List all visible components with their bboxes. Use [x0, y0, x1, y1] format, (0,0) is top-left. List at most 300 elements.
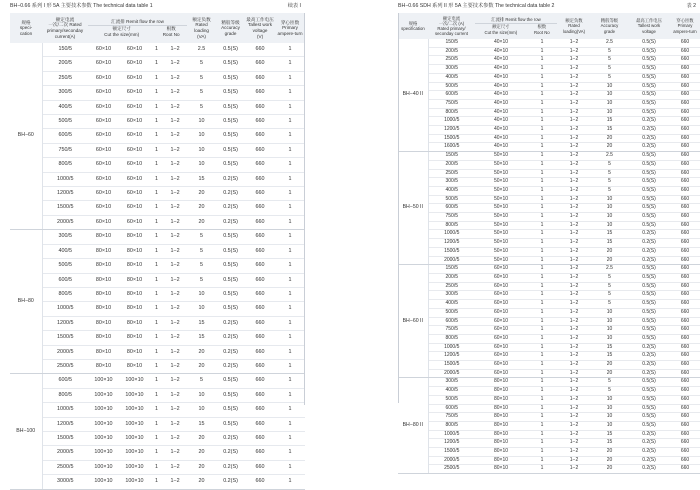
accuracy-cell: 0.5(S): [628, 73, 670, 82]
cut-size-cell: 80×10: [475, 456, 527, 465]
rated-loading-cell: 5: [591, 56, 628, 65]
rated-loading-cell: 15: [591, 343, 628, 352]
rated-loading-cell: 20: [187, 431, 216, 445]
table-row: [398, 99, 700, 108]
primary-current-cell: 2500/5: [42, 359, 88, 373]
cut-size-2-cell: 100×10: [119, 388, 150, 402]
header-line: 穿心匝数: [280, 19, 300, 25]
root-no-cell: 1: [527, 439, 557, 448]
rated-loading-cell: 20: [187, 201, 216, 215]
primary-current-cell: 400/5: [428, 73, 475, 82]
voltage-cell: 660: [670, 152, 700, 161]
range-cell: 1−2: [557, 47, 591, 56]
rated-loading-cell: 20: [591, 361, 628, 370]
accuracy-cell: 0.2(S): [628, 439, 670, 448]
col-header-cut-size: [88, 26, 155, 37]
primary-current-cell: 3000/5: [42, 475, 88, 489]
col-header-spec: [10, 13, 42, 43]
accuracy-cell: 0.5(S): [628, 169, 670, 178]
root-no-cell: 1: [527, 413, 557, 422]
rated-loading-cell: 10: [187, 158, 216, 172]
table-row: [398, 195, 700, 204]
voltage-cell: 660: [670, 404, 700, 413]
col-header-bus-bar: [88, 13, 187, 43]
root-no-cell: 1: [150, 302, 163, 316]
voltage-cell: 660: [245, 460, 275, 474]
table-row: [10, 187, 305, 201]
root-no-cell: 1: [527, 448, 557, 457]
voltage-cell: 660: [670, 378, 700, 387]
primary-current-cell: 1000/5: [42, 302, 88, 316]
voltage-cell: 660: [670, 308, 700, 317]
table-row: [10, 259, 305, 273]
voltage-cell: 660: [245, 287, 275, 301]
header-line: Primary: [282, 25, 298, 31]
primary-current-cell: 1500/5: [428, 448, 475, 457]
table-row: [398, 160, 700, 169]
range-cell: 1−2: [557, 134, 591, 143]
root-no-cell: 1: [527, 152, 557, 161]
range-cell: 1−2: [557, 369, 591, 378]
ampere-turn-cell: 1: [275, 230, 305, 244]
range-cell: 1−2: [557, 56, 591, 65]
voltage-cell: 660: [245, 172, 275, 186]
voltage-cell: 660: [670, 143, 700, 152]
table-row: [398, 230, 700, 239]
table-row: [10, 100, 305, 114]
rated-loading-cell: 5: [591, 169, 628, 178]
root-no-cell: 1: [527, 239, 557, 248]
table-row: [398, 317, 700, 326]
root-no-cell: 1: [150, 230, 163, 244]
root-no-cell: 1: [527, 421, 557, 430]
accuracy-cell: 0.5(S): [216, 115, 245, 129]
root-no-cell: 1: [150, 359, 163, 373]
col-header-ampere-turn: [275, 13, 305, 43]
root-no-cell: 1: [150, 143, 163, 157]
cut-size-cell: 80×10: [475, 378, 527, 387]
table-row: [10, 417, 305, 431]
range-cell: 1−2: [557, 152, 591, 161]
table-row: [10, 86, 305, 100]
primary-current-cell: 300/5: [428, 291, 475, 300]
voltage-cell: 660: [245, 100, 275, 114]
accuracy-cell: 0.2(S): [628, 456, 670, 465]
primary-current-cell: 500/5: [42, 259, 88, 273]
root-no-cell: 1: [150, 388, 163, 402]
rated-loading-cell: 15: [187, 417, 216, 431]
cut-size-2-cell: 60×10: [119, 86, 150, 100]
range-cell: 1−2: [163, 460, 187, 474]
range-cell: 1−2: [163, 259, 187, 273]
table-row: [398, 117, 700, 126]
voltage-cell: 660: [670, 361, 700, 370]
root-no-cell: 1: [527, 282, 557, 291]
cut-size-2-cell: 60×10: [119, 57, 150, 71]
rated-loading-cell: 10: [591, 326, 628, 335]
range-cell: 1−2: [557, 291, 591, 300]
ampere-turn-cell: 1: [275, 388, 305, 402]
rated-loading-cell: 10: [591, 213, 628, 222]
root-no-cell: 1: [527, 178, 557, 187]
cut-size-cell: 100×10: [88, 374, 119, 388]
table-1-body: [10, 43, 305, 489]
table-1-right-rule: [304, 13, 305, 405]
voltage-cell: 660: [670, 39, 700, 47]
root-no-cell: 1: [150, 158, 163, 172]
range-cell: 1−2: [557, 326, 591, 335]
header-line: 一次/二次 Rated: [48, 22, 82, 28]
ampere-turn-cell: 1: [275, 187, 305, 201]
table-row: [398, 82, 700, 91]
root-no-cell: 1: [150, 71, 163, 85]
range-cell: 1−2: [163, 345, 187, 359]
cut-size-cell: 60×10: [475, 352, 527, 361]
accuracy-cell: 0.5(S): [628, 82, 670, 91]
primary-current-cell: 800/5: [42, 158, 88, 172]
header-line: Rated primary/: [437, 26, 466, 31]
accuracy-cell: 0.5(S): [628, 265, 670, 274]
cut-size-cell: 40×10: [475, 56, 527, 65]
cut-size-cell: 80×10: [475, 395, 527, 404]
rated-loading-cell: 15: [187, 316, 216, 330]
primary-current-cell: 1200/5: [428, 239, 475, 248]
root-no-cell: 1: [527, 465, 557, 474]
root-no-cell: 1: [527, 47, 557, 56]
range-cell: 1−2: [557, 361, 591, 370]
primary-current-cell: 600/5: [428, 317, 475, 326]
cut-size-cell: 40×10: [475, 73, 527, 82]
accuracy-cell: 0.2(S): [216, 359, 245, 373]
accuracy-cell: 0.2(S): [216, 172, 245, 186]
header-line: 额定尺寸: [112, 26, 131, 32]
voltage-cell: 660: [670, 91, 700, 100]
header-line: Cut the size(mm): [104, 31, 140, 37]
voltage-cell: 660: [670, 186, 700, 195]
table-row: [398, 282, 700, 291]
primary-current-cell: 750/5: [42, 143, 88, 157]
primary-current-cell: 150/5: [42, 43, 88, 57]
rated-loading-cell: 5: [591, 291, 628, 300]
voltage-cell: 660: [670, 82, 700, 91]
col-header-spec: [398, 13, 428, 39]
rated-loading-cell: 20: [187, 475, 216, 489]
root-no-cell: 1: [527, 213, 557, 222]
voltage-cell: 660: [245, 259, 275, 273]
rated-loading-cell: 2.5: [591, 152, 628, 161]
cut-size-cell: 60×10: [88, 57, 119, 71]
voltage-cell: 660: [670, 352, 700, 361]
root-no-cell: 1: [527, 265, 557, 274]
range-cell: 1−2: [163, 143, 187, 157]
rated-loading-cell: 20: [187, 215, 216, 229]
accuracy-cell: 0.5(S): [216, 143, 245, 157]
table-row: [398, 169, 700, 178]
table-row: [10, 287, 305, 301]
rated-loading-cell: 10: [187, 403, 216, 417]
header-line: loading: [194, 28, 209, 33]
root-no-cell: 1: [150, 287, 163, 301]
range-cell: 1−2: [557, 221, 591, 230]
voltage-cell: 660: [245, 359, 275, 373]
rated-loading-cell: 20: [591, 247, 628, 256]
ampere-turn-cell: 1: [275, 71, 305, 85]
rated-loading-cell: 20: [591, 465, 628, 474]
cut-size-cell: 80×10: [475, 448, 527, 457]
rated-loading-cell: 2.5: [187, 43, 216, 57]
cut-size-cell: 60×10: [88, 201, 119, 215]
rated-loading-cell: 10: [187, 287, 216, 301]
cut-size-cell: 60×10: [475, 308, 527, 317]
ampere-turn-cell: 1: [275, 359, 305, 373]
root-no-cell: 1: [527, 326, 557, 335]
range-cell: 1−2: [163, 172, 187, 186]
accuracy-cell: 0.2(S): [628, 143, 670, 152]
cut-size-cell: 40×10: [475, 47, 527, 56]
cut-size-2-cell: 100×10: [119, 460, 150, 474]
cut-size-cell: 60×10: [88, 43, 119, 57]
cut-size-cell: 40×10: [475, 108, 527, 117]
primary-current-cell: 300/5: [428, 65, 475, 74]
cut-size-cell: 100×10: [88, 431, 119, 445]
accuracy-cell: 0.5(S): [628, 204, 670, 213]
accuracy-cell: 0.5(S): [216, 417, 245, 431]
primary-current-cell: 2500/5: [428, 465, 475, 474]
accuracy-cell: 0.5(S): [628, 413, 670, 422]
cut-size-cell: 80×10: [88, 302, 119, 316]
accuracy-cell: 0.2(S): [628, 239, 670, 248]
root-no-cell: 1: [527, 169, 557, 178]
header-line: Primary: [677, 23, 693, 29]
range-cell: 1−2: [163, 215, 187, 229]
range-cell: 1−2: [163, 431, 187, 445]
header-line: Cut the size(mm): [484, 29, 518, 35]
cut-size-cell: 60×10: [88, 158, 119, 172]
cut-size-cell: 60×10: [88, 115, 119, 129]
cut-size-cell: 60×10: [88, 129, 119, 143]
header-line: 额定负数: [192, 16, 211, 22]
voltage-cell: 660: [245, 187, 275, 201]
primary-current-cell: 800/5: [428, 334, 475, 343]
spec-cell: BH−80 II: [398, 378, 428, 474]
primary-current-cell: 2000/5: [428, 456, 475, 465]
header-line: 额定电流: [442, 15, 461, 21]
rated-loading-cell: 15: [591, 117, 628, 126]
rated-loading-cell: 5: [187, 374, 216, 388]
header-line: primary/seconday: [46, 28, 84, 33]
root-no-cell: 1: [150, 115, 163, 129]
table-row: [398, 221, 700, 230]
voltage-cell: 660: [245, 302, 275, 316]
range-cell: 1−2: [557, 65, 591, 74]
range-cell: 1−2: [557, 413, 591, 422]
primary-current-cell: 300/5: [42, 230, 88, 244]
accuracy-cell: 0.5(S): [216, 302, 245, 316]
primary-current-cell: 200/5: [428, 47, 475, 56]
range-cell: 1−2: [557, 99, 591, 108]
ampere-turn-cell: 1: [275, 172, 305, 186]
root-no-cell: 1: [527, 300, 557, 309]
voltage-cell: 660: [670, 65, 700, 74]
cut-size-2-cell: 80×10: [119, 287, 150, 301]
cut-size-cell: 50×10: [475, 195, 527, 204]
header-line: Accuracy: [221, 25, 240, 31]
voltage-cell: 660: [670, 204, 700, 213]
voltage-cell: 660: [245, 475, 275, 489]
header-line: loading(VA): [562, 28, 586, 34]
col-header-accuracy: [591, 13, 628, 39]
range-cell: 1−2: [557, 334, 591, 343]
primary-current-cell: 400/5: [428, 186, 475, 195]
primary-current-cell: 1200/5: [428, 126, 475, 135]
ampere-turn-cell: 1: [275, 57, 305, 71]
cut-size-cell: 60×10: [475, 369, 527, 378]
voltage-cell: 660: [245, 129, 275, 143]
table-row: [10, 431, 305, 445]
rated-loading-cell: 2.5: [591, 39, 628, 47]
voltage-cell: 660: [245, 71, 275, 85]
cut-size-cell: 60×10: [475, 282, 527, 291]
range-cell: 1−2: [557, 395, 591, 404]
rated-loading-cell: 10: [591, 404, 628, 413]
range-cell: 1−2: [557, 378, 591, 387]
cut-size-cell: 50×10: [475, 213, 527, 222]
root-no-cell: 1: [527, 430, 557, 439]
cut-size-cell: 60×10: [88, 143, 119, 157]
table-row: [398, 47, 700, 56]
col-header-rated-loading: [557, 13, 591, 39]
voltage-cell: 660: [245, 331, 275, 345]
cut-size-2-cell: 80×10: [119, 259, 150, 273]
cut-size-2-cell: 60×10: [119, 172, 150, 186]
primary-current-cell: 300/5: [42, 86, 88, 100]
root-no-cell: 1: [150, 187, 163, 201]
accuracy-cell: 0.5(S): [216, 43, 245, 57]
accuracy-cell: 0.5(S): [628, 387, 670, 396]
cut-size-cell: 100×10: [88, 460, 119, 474]
primary-current-cell: 1200/5: [428, 352, 475, 361]
range-cell: 1−2: [163, 273, 187, 287]
voltage-cell: 660: [245, 417, 275, 431]
voltage-cell: 660: [670, 421, 700, 430]
rated-loading-cell: 15: [591, 126, 628, 135]
header-line: Tallest work: [637, 23, 661, 29]
header-line: 穿心匝数: [676, 18, 694, 24]
cut-size-cell: 100×10: [88, 403, 119, 417]
rated-loading-cell: 5: [591, 160, 628, 169]
primary-current-cell: 750/5: [428, 413, 475, 422]
cut-size-cell: 40×10: [475, 99, 527, 108]
table-row: [398, 65, 700, 74]
accuracy-cell: 0.5(S): [628, 186, 670, 195]
voltage-cell: 660: [670, 73, 700, 82]
voltage-cell: 660: [245, 57, 275, 71]
header-line: voltage: [252, 28, 268, 33]
voltage-cell: 660: [245, 115, 275, 129]
rated-loading-cell: 10: [591, 317, 628, 326]
root-no-cell: 1: [527, 256, 557, 265]
table-1: [10, 13, 305, 490]
range-cell: 1−2: [557, 421, 591, 430]
voltage-cell: 660: [670, 387, 700, 396]
table-row: [10, 71, 305, 85]
rated-loading-cell: 10: [591, 221, 628, 230]
cut-size-2-cell: 80×10: [119, 273, 150, 287]
table-row: [10, 388, 305, 402]
primary-current-cell: 1200/5: [42, 417, 88, 431]
table-2-title: BH−0.66 SDH 系列 II 形 5A 主要技术参数 The technical data table 2: [398, 3, 555, 9]
rated-loading-cell: 5: [187, 230, 216, 244]
accuracy-cell: 0.5(S): [628, 91, 670, 100]
primary-current-cell: 250/5: [428, 56, 475, 65]
root-no-cell: 1: [527, 352, 557, 361]
primary-current-cell: 1200/5: [42, 316, 88, 330]
header-line: 一次/二次 (A): [438, 20, 465, 26]
root-no-cell: 1: [150, 244, 163, 258]
primary-current-cell: 500/5: [42, 115, 88, 129]
rated-loading-cell: 10: [591, 99, 628, 108]
primary-current-cell: 2500/5: [42, 460, 88, 474]
cut-size-cell: 80×10: [475, 421, 527, 430]
ampere-turn-cell: 1: [275, 215, 305, 229]
primary-current-cell: 1500/5: [428, 361, 475, 370]
root-no-cell: 1: [527, 404, 557, 413]
accuracy-cell: 0.2(S): [216, 431, 245, 445]
table-1-header: [10, 0, 305, 13]
header-line: 根数: [166, 26, 176, 32]
accuracy-cell: 0.2(S): [628, 369, 670, 378]
rated-loading-cell: 10: [591, 421, 628, 430]
accuracy-cell: 0.2(S): [628, 352, 670, 361]
voltage-cell: 660: [245, 86, 275, 100]
ampere-turn-cell: 1: [275, 273, 305, 287]
table-row: [10, 143, 305, 157]
cut-size-cell: 80×10: [88, 331, 119, 345]
voltage-cell: 660: [245, 244, 275, 258]
voltage-cell: 660: [670, 273, 700, 282]
primary-current-cell: 400/5: [42, 244, 88, 258]
range-cell: 1−2: [557, 117, 591, 126]
primary-current-cell: 300/5: [428, 378, 475, 387]
voltage-cell: 660: [670, 430, 700, 439]
root-no-cell: 1: [527, 308, 557, 317]
col-header-rated-loading: [187, 13, 216, 43]
accuracy-cell: 0.2(S): [216, 215, 245, 229]
accuracy-cell: 0.2(S): [628, 230, 670, 239]
rated-loading-cell: 20: [187, 345, 216, 359]
voltage-cell: 660: [245, 273, 275, 287]
primary-current-cell: 200/5: [428, 273, 475, 282]
cut-size-cell: 60×10: [88, 86, 119, 100]
header-line: 额定负数: [565, 18, 583, 24]
voltage-cell: 660: [245, 201, 275, 215]
cut-size-cell: 50×10: [475, 160, 527, 169]
range-cell: 1−2: [557, 195, 591, 204]
cut-size-2-cell: 60×10: [119, 100, 150, 114]
primary-current-cell: 750/5: [428, 99, 475, 108]
ampere-turn-cell: 1: [275, 417, 305, 431]
root-no-cell: 1: [150, 460, 163, 474]
voltage-cell: 660: [245, 446, 275, 460]
primary-current-cell: 2000/5: [42, 215, 88, 229]
accuracy-cell: 0.2(S): [628, 256, 670, 265]
accuracy-cell: 0.5(S): [628, 178, 670, 187]
cut-size-cell: 50×10: [475, 221, 527, 230]
header-line: seconday current: [435, 31, 468, 37]
cut-size-cell: 50×10: [475, 230, 527, 239]
accuracy-cell: 0.2(S): [216, 475, 245, 489]
col-header-root-no: [155, 26, 187, 37]
